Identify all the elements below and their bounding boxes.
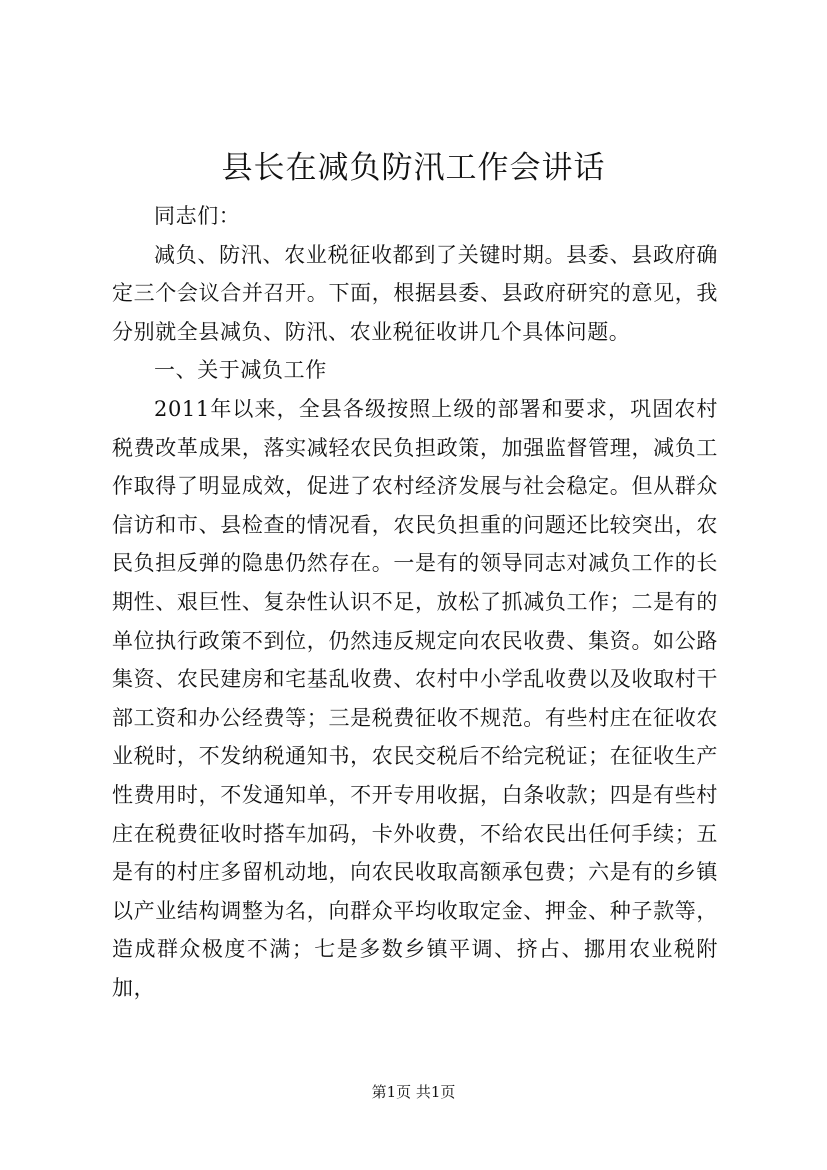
document-title: 县长在减负防汛工作会讲话 [221,150,606,186]
salutation-paragraph: 同志们： [154,204,241,228]
document-body [112,197,718,1007]
body-paragraph: 2011年以来，全县各级按照上级的部署和要求，巩固农村税费改革成果，落实减轻农民负担政策，加强监督管理，减负工作取得了明显成效，促进了农村经济发展与社会稳定。但从群众信访和市、县检查的情况看，农民负担重的问题还比较突出，农民负担反弹的隐患仍然存在。一是有的领导同志对减负工作的长期性、艰巨性、复杂性认识不足，放松了抓减负工作；二是有的单位执行政策不到位，仍然违反规定向农民收费、集资。如公路集资、农民建房和宅基乱收费、农村中小学乱收费以及收取村干部工资和办公经费等；三是税费征收不规范。有些村庄在征收农业税时，不发纳税通知书，农民交税后不给完税证；在征收生产性费用时，不发通知单，不开专用收据，白条收款；四是有些村庄在税费征收时搭车加码，卡外收费，不给农民出任何手续；五是有的村庄多留机动地，向农民收取高额承包费；六是有的乡镇以产业结构调整为名，向群众平均收取定金、押金、种子款等，造成群众极度不满；七是多数乡镇平调、挤占、挪用农业税附加， [112,396,718,1000]
section-heading: 一、关于减负工作 [154,358,327,383]
page-number-footer: 第1页 共1页 [371,1083,456,1101]
intro-paragraph: 减负、防汛、农业税征收都到了关键时期。县委、县政府确定三个会议合并召开。下面，根据县委、县政府研究的意见，我分别就全县减负、防汛、农业税征收讲几个具体问题。 [112,242,718,344]
